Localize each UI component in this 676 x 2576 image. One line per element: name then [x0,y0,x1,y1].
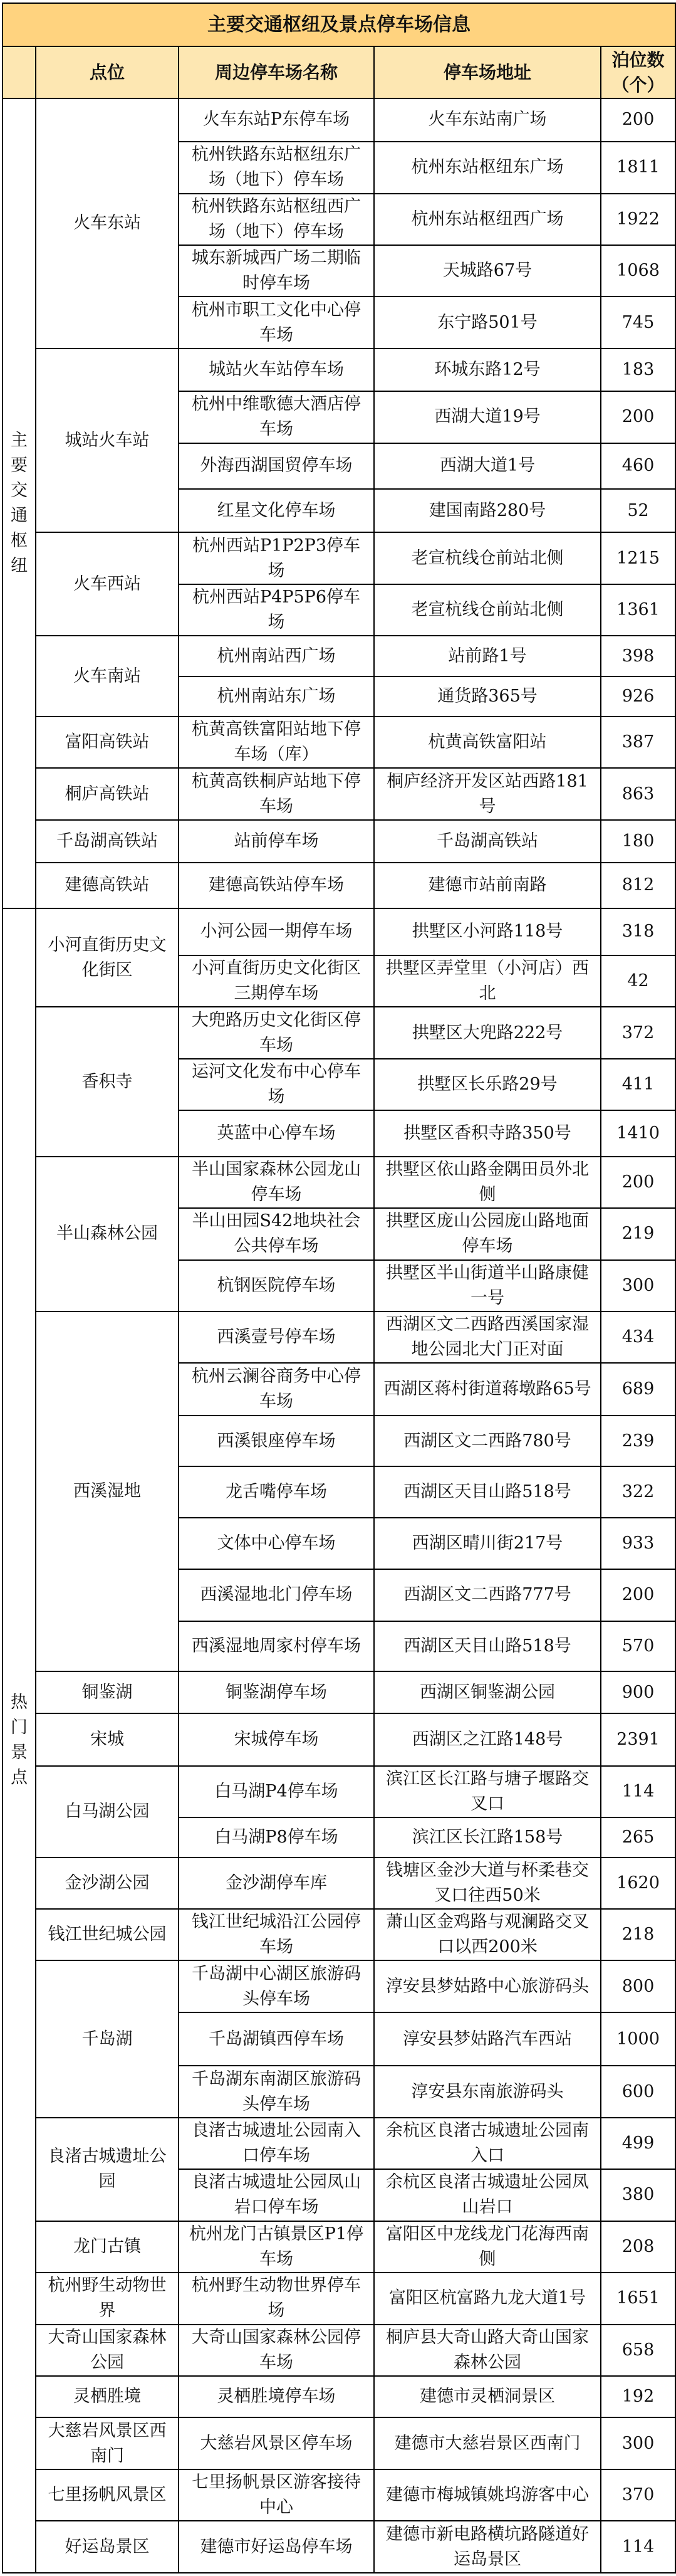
parking-spaces: 434 [601,1312,675,1363]
parking-lot-address: 桐庐经济开发区站西路181号 [374,768,601,819]
parking-spaces: 900 [601,1671,675,1713]
point-name: 灵栖胜境 [36,2376,179,2417]
parking-lot-name: 杭钢医院停车场 [179,1260,374,1312]
parking-spaces: 322 [601,1466,675,1517]
parking-lot-address: 淳安县东南旅游码头 [374,2066,601,2117]
parking-lot-name: 建德高铁站停车场 [179,863,374,908]
point-name: 小河直街历史文化街区 [36,908,179,1007]
parking-spaces: 600 [601,2066,675,2117]
point-name: 钱江世纪城公园 [36,1909,179,1960]
parking-lot-name: 杭州铁路东站枢纽西广场（地下）停车场 [179,194,374,245]
table-row [3,2325,675,2376]
table-row [3,349,675,391]
parking-lot-address: 拱墅区依山路金隅田员外北侧 [374,1157,601,1208]
parking-spaces: 300 [601,1260,675,1312]
parking-spaces: 200 [601,98,675,142]
parking-lot-name: 城东新城西广场二期临时停车场 [179,245,374,297]
table-row [3,908,675,955]
parking-spaces: 2391 [601,1713,675,1765]
parking-lot-name: 文体中心停车场 [179,1518,374,1569]
parking-lot-name: 杭黄高铁桐庐站地下停车场 [179,768,374,819]
parking-lot-name: 运河文化发布中心停车场 [179,1059,374,1110]
parking-spaces: 372 [601,1007,675,1058]
parking-lot-address: 老宣杭线仓前站北侧 [374,532,601,584]
parking-lot-address: 西湖区文二西路西溪国家湿地公园北大门正对面 [374,1312,601,1363]
table-title-row [3,3,675,46]
parking-lot-address: 建德市梅城镇姚坞游客中心 [374,2469,601,2521]
parking-lot-name: 大慈岩风景区停车场 [179,2417,374,2469]
parking-spaces: 1000 [601,2012,675,2066]
parking-spaces: 318 [601,908,675,955]
parking-lot-address: 杭州东站枢纽西广场 [374,194,601,245]
point-name: 千岛湖高铁站 [36,820,179,863]
parking-lot-address: 西湖区晴川街217号 [374,1518,601,1569]
table-row [3,1312,675,1363]
table-row [3,1909,675,1960]
parking-spaces: 218 [601,1909,675,1960]
parking-spaces: 52 [601,489,675,532]
point-name: 好运岛景区 [36,2521,179,2573]
point-name: 火车西站 [36,532,179,636]
parking-lot-name: 杭州龙门古镇景区P1停车场 [179,2221,374,2273]
parking-spaces: 219 [601,1208,675,1259]
parking-lot-name: 白马湖P8停车场 [179,1817,374,1857]
parking-spaces: 1620 [601,1858,675,1909]
parking-spaces: 1068 [601,245,675,297]
parking-lot-address: 拱墅区弄堂里（小河店）西北 [374,955,601,1007]
parking-spaces: 114 [601,1766,675,1817]
table-row [3,820,675,863]
parking-lot-name: 杭州铁路东站枢纽东广场（地下）停车场 [179,142,374,193]
parking-lot-name: 杭州南站东广场 [179,676,374,717]
parking-lot-name: 良渚古城遗址公园南入口停车场 [179,2118,374,2169]
parking-lot-name: 外海西湖国贸停车场 [179,443,374,489]
parking-lot-address: 拱墅区长乐路29号 [374,1059,601,1110]
parking-lot-name: 半山国家森林公园龙山停车场 [179,1157,374,1208]
header-spaces: 泊位数（个） [601,46,675,98]
point-name: 城站火车站 [36,349,179,533]
parking-spaces: 812 [601,863,675,908]
parking-lot-name: 钱江世纪城沿江公园停车场 [179,1909,374,1960]
parking-spaces: 1811 [601,142,675,193]
parking-spaces: 300 [601,2417,675,2469]
parking-lot-address: 通货路365号 [374,676,601,717]
parking-spaces: 1215 [601,532,675,584]
parking-lot-name: 杭州野生动物世界停车场 [179,2273,374,2324]
parking-lot-name: 西溪壹号停车场 [179,1312,374,1363]
header-lot-address: 停车场地址 [374,46,601,98]
point-name: 白马湖公园 [36,1766,179,1858]
parking-spaces: 926 [601,676,675,717]
parking-lot-address: 建国南路280号 [374,489,601,532]
parking-lot-address: 桐庐县大奇山路大奇山国家森林公园 [374,2325,601,2376]
table-row [3,1960,675,2012]
parking-spaces: 239 [601,1416,675,1466]
parking-lot-address: 环城东路12号 [374,349,601,391]
parking-lot-address: 拱墅区小河路118号 [374,908,601,955]
parking-lot-address: 富阳区中龙线龙门花海西南侧 [374,2221,601,2273]
parking-spaces: 1922 [601,194,675,245]
parking-spaces: 380 [601,2169,675,2221]
table-title: 主要交通枢纽及景点停车场信息 [3,3,675,46]
table-row [3,1713,675,1765]
parking-spaces: 933 [601,1518,675,1569]
parking-lot-address: 富阳区杭富路九龙大道1号 [374,2273,601,2324]
table-row [3,717,675,768]
parking-lot-address: 余杭区良渚古城遗址公园凤山岩口 [374,2169,601,2221]
parking-lot-name: 小河直街历史文化街区三期停车场 [179,955,374,1007]
parking-spaces: 192 [601,2376,675,2417]
table-row [3,2376,675,2417]
parking-lot-address: 建德市大慈岩景区西南门 [374,2417,601,2469]
parking-lot-address: 拱墅区香积寺路350号 [374,1110,601,1156]
parking-lot-name: 西溪湿地周家村停车场 [179,1621,374,1671]
parking-lot-address: 天城路67号 [374,245,601,297]
parking-lot-name: 杭州市职工文化中心停车场 [179,297,374,348]
parking-lot-name: 半山田园S42地块社会公共停车场 [179,1208,374,1259]
parking-spaces: 499 [601,2118,675,2169]
point-name: 大慈岩风景区西南门 [36,2417,179,2469]
table-row [3,768,675,819]
parking-lot-name: 龙舌嘴停车场 [179,1466,374,1517]
parking-spaces: 863 [601,768,675,819]
parking-spaces: 180 [601,820,675,863]
parking-lot-address: 滨江区长江路与塘子堰路交叉口 [374,1766,601,1817]
parking-lot-name: 金沙湖停车库 [179,1858,374,1909]
parking-spaces: 114 [601,2521,675,2573]
parking-lot-name: 大奇山国家森林公园停车场 [179,2325,374,2376]
parking-lot-name: 杭州中维歌德大酒店停车场 [179,391,374,443]
parking-spaces: 208 [601,2221,675,2273]
point-name: 金沙湖公园 [36,1858,179,1909]
parking-lot-address: 建德市站前南路 [374,863,601,908]
parking-lot-address: 西湖区天目山路518号 [374,1466,601,1517]
table-row [3,636,675,676]
parking-lot-name: 火车东站P东停车场 [179,98,374,142]
parking-lot-name: 西溪银座停车场 [179,1416,374,1466]
table-row [3,2469,675,2521]
header-category [3,46,36,98]
parking-spaces: 1361 [601,584,675,636]
parking-lot-name: 杭黄高铁富阳站地下停车场（库） [179,717,374,768]
parking-lot-address: 站前路1号 [374,636,601,676]
parking-spaces: 398 [601,636,675,676]
parking-lot-address: 拱墅区庞山公园庞山路地面停车场 [374,1208,601,1259]
group-label: 主要交通枢纽 [3,98,36,908]
parking-spaces: 1410 [601,1110,675,1156]
parking-lot-address: 余杭区良渚古城遗址公园南入口 [374,2118,601,2169]
parking-spaces: 460 [601,443,675,489]
parking-lot-name: 站前停车场 [179,820,374,863]
parking-lot-address: 钱塘区金沙大道与杯柔巷交叉口往西50米 [374,1858,601,1909]
parking-lot-name: 小河公园一期停车场 [179,908,374,955]
parking-lot-name: 杭州南站西广场 [179,636,374,676]
point-name: 桐庐高铁站 [36,768,179,819]
table-row [3,863,675,908]
point-name: 良渚古城遗址公园 [36,2118,179,2221]
parking-lot-name: 建德市好运岛停车场 [179,2521,374,2573]
parking-lot-address: 西湖区铜鉴湖公园 [374,1671,601,1713]
point-name: 千岛湖 [36,1960,179,2117]
table-row [3,2521,675,2573]
parking-spaces: 42 [601,955,675,1007]
parking-lot-address: 西湖区蒋村街道蒋墩路65号 [374,1363,601,1415]
table-row [3,1007,675,1058]
parking-lot-name: 千岛湖中心湖区旅游码头停车场 [179,1960,374,2012]
parking-lot-address: 拱墅区半山街道半山路康健一号 [374,1260,601,1312]
parking-lot-address: 西湖区天目山路518号 [374,1621,601,1671]
parking-lot-address: 西湖区文二西路780号 [374,1416,601,1466]
parking-lot-name: 灵栖胜境停车场 [179,2376,374,2417]
parking-lot-name: 白马湖P4停车场 [179,1766,374,1817]
parking-spaces: 658 [601,2325,675,2376]
table-row [3,1157,675,1208]
parking-lot-address: 老宣杭线仓前站北侧 [374,584,601,636]
parking-lot-name: 千岛湖镇西停车场 [179,2012,374,2066]
point-name: 大奇山国家森林公园 [36,2325,179,2376]
point-name: 火车东站 [36,98,179,349]
parking-spaces: 183 [601,349,675,391]
parking-lot-name: 良渚古城遗址公园凤山岩口停车场 [179,2169,374,2221]
parking-spaces: 689 [601,1363,675,1415]
parking-lot-name: 杭州西站P1P2P3停车场 [179,532,374,584]
parking-lot-address: 萧山区金鸡路与观澜路交叉口以西200米 [374,1909,601,1960]
parking-lot-address: 千岛湖高铁站 [374,820,601,863]
parking-lot-address: 杭黄高铁富阳站 [374,717,601,768]
point-name: 半山森林公园 [36,1157,179,1312]
parking-lot-name: 英蓝中心停车场 [179,1110,374,1156]
table-row [3,2221,675,2273]
table-row [3,1766,675,1817]
parking-spaces: 370 [601,2469,675,2521]
parking-spaces: 200 [601,1157,675,1208]
point-name: 杭州野生动物世界 [36,2273,179,2324]
table-row [3,2118,675,2169]
table-row [3,98,675,142]
parking-spaces: 387 [601,717,675,768]
parking-lot-name: 红星文化停车场 [179,489,374,532]
parking-lot-address: 杭州东站枢纽东广场 [374,142,601,193]
parking-table [2,3,676,2573]
parking-lot-address: 拱墅区大兜路222号 [374,1007,601,1058]
group-label: 热门景点 [3,908,36,2573]
parking-lot-name: 西溪湿地北门停车场 [179,1569,374,1621]
parking-lot-name: 铜鉴湖停车场 [179,1671,374,1713]
parking-lot-name: 大兜路历史文化街区停车场 [179,1007,374,1058]
parking-spaces: 200 [601,1569,675,1621]
parking-lot-address: 西湖区文二西路777号 [374,1569,601,1621]
parking-lot-address: 西湖大道1号 [374,443,601,489]
parking-lot-address: 建德市灵栖洞景区 [374,2376,601,2417]
parking-spaces: 200 [601,391,675,443]
parking-spaces: 570 [601,1621,675,1671]
parking-info-sheet [2,3,675,2573]
parking-lot-address: 西湖区之江路148号 [374,1713,601,1765]
point-name: 火车南站 [36,636,179,717]
parking-spaces: 800 [601,1960,675,2012]
table-row [3,1671,675,1713]
parking-lot-address: 火车东站南广场 [374,98,601,142]
parking-spaces: 265 [601,1817,675,1857]
point-name: 七里扬帆风景区 [36,2469,179,2521]
parking-lot-name: 千岛湖东南湖区旅游码头停车场 [179,2066,374,2117]
table-row [3,532,675,584]
table-row [3,1858,675,1909]
parking-lot-name: 杭州西站P4P5P6停车场 [179,584,374,636]
point-name: 富阳高铁站 [36,717,179,768]
table-row [3,2417,675,2469]
parking-lot-address: 淳安县梦姑路汽车西站 [374,2012,601,2066]
point-name: 西溪湿地 [36,1312,179,1671]
parking-lot-address: 淳安县梦姑路中心旅游码头 [374,1960,601,2012]
table-header-row [3,46,675,98]
table-row [3,2273,675,2324]
parking-lot-name: 杭州云澜谷商务中心停车场 [179,1363,374,1415]
parking-lot-name: 七里扬帆景区游客接待中心 [179,2469,374,2521]
parking-lot-name: 宋城停车场 [179,1713,374,1765]
point-name: 香积寺 [36,1007,179,1156]
parking-spaces: 1651 [601,2273,675,2324]
point-name: 宋城 [36,1713,179,1765]
parking-lot-name: 城站火车站停车场 [179,349,374,391]
parking-spaces: 745 [601,297,675,348]
point-name: 铜鉴湖 [36,1671,179,1713]
parking-spaces: 411 [601,1059,675,1110]
point-name: 龙门古镇 [36,2221,179,2273]
header-point: 点位 [36,46,179,98]
parking-lot-address: 东宁路501号 [374,297,601,348]
parking-lot-address: 西湖大道19号 [374,391,601,443]
parking-lot-address: 建德市新电路横坑路隧道好运岛景区 [374,2521,601,2573]
parking-lot-address: 滨江区长江路158号 [374,1817,601,1857]
header-lot-name: 周边停车场名称 [179,46,374,98]
point-name: 建德高铁站 [36,863,179,908]
